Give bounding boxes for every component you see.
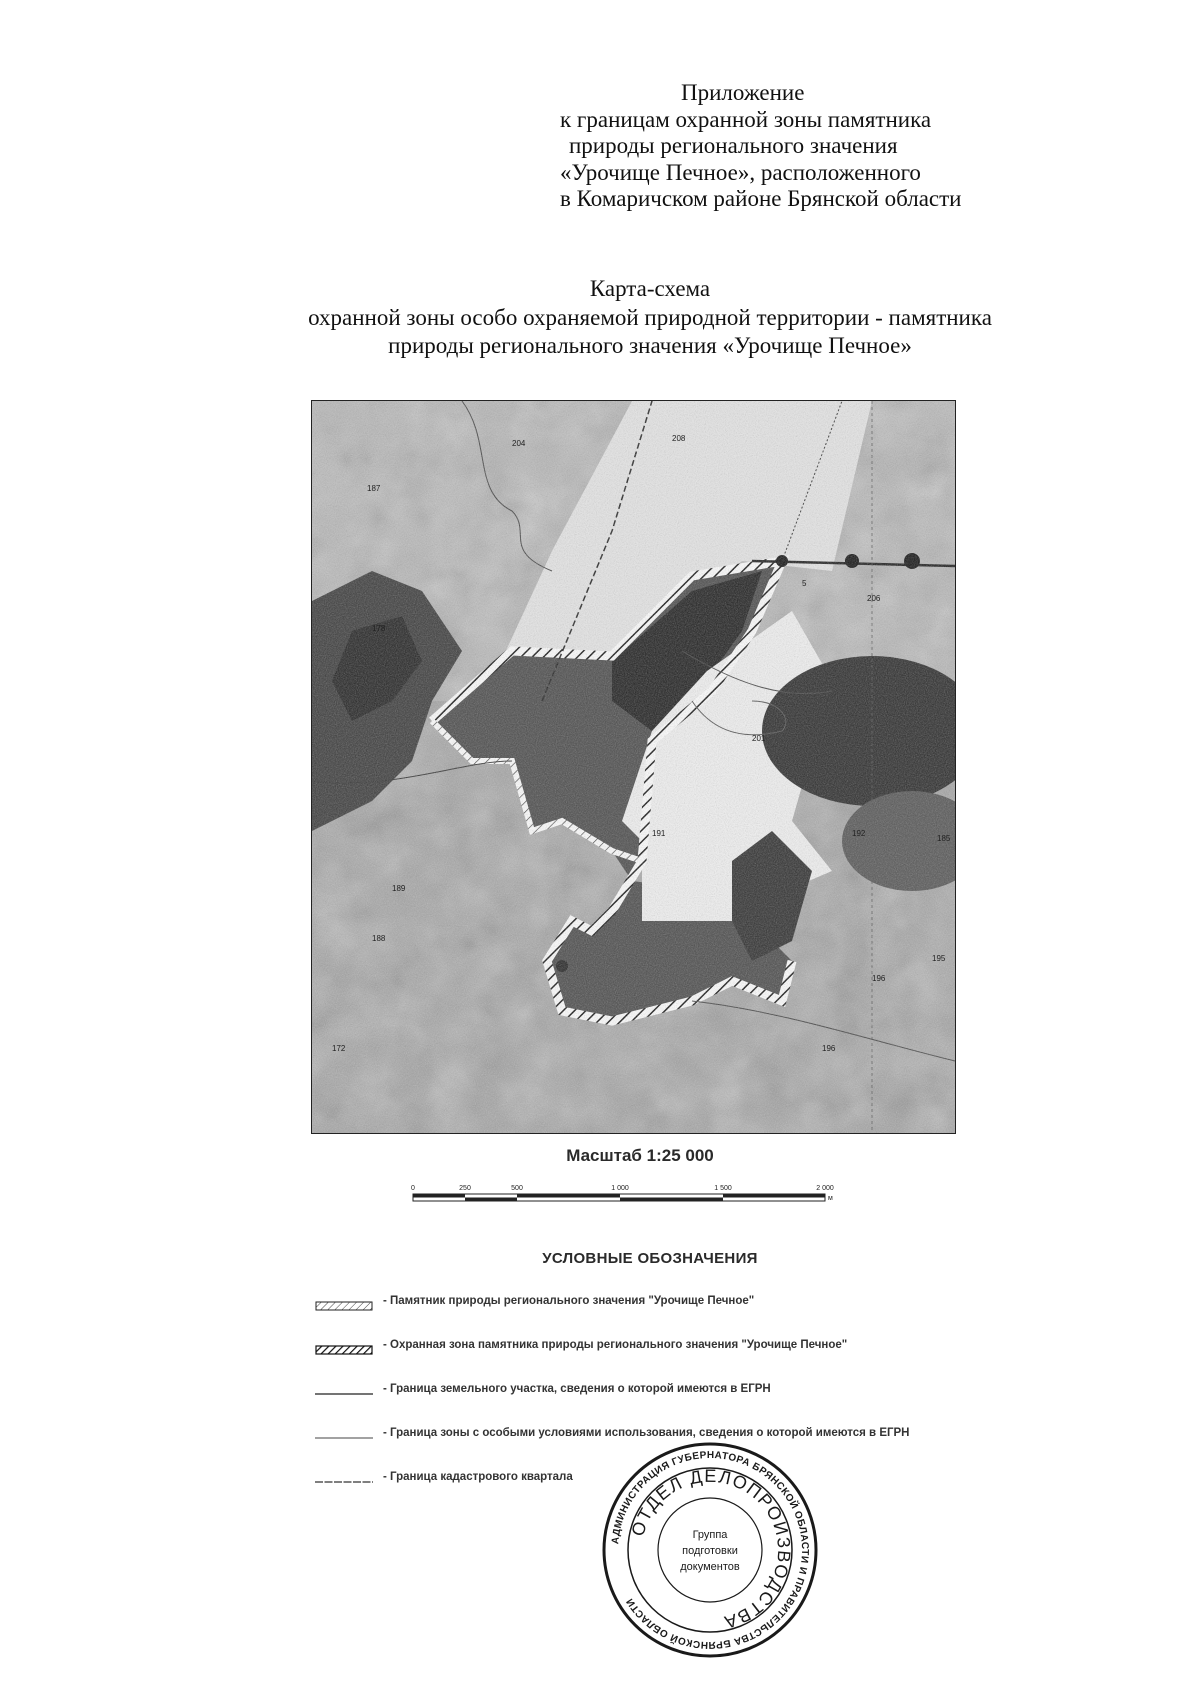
legend-title: УСЛОВНЫЕ ОБОЗНАЧЕНИЯ (542, 1250, 758, 1267)
appendix-line: в Комаричском районе Брянской области (560, 186, 962, 212)
title-line: Карта-схема (589, 276, 711, 301)
scale-tick: 2 000 (816, 1185, 834, 1192)
legend-text: - Граница земельного участка, сведения о которой имеются в ЕГРН (383, 1383, 771, 1395)
appendix-line: «Урочище Печное», расположенного (560, 159, 921, 185)
legend-symbol-heavy-hatch (315, 1345, 373, 1355)
scale-bar (405, 1173, 875, 1213)
map-label: 172 (332, 1044, 346, 1053)
map-label: 208 (672, 434, 686, 443)
scale-tick: 0 (411, 1185, 415, 1192)
map-label: 206 (867, 594, 881, 603)
map-label: 191 (652, 829, 666, 838)
map-label: 178 (372, 624, 386, 633)
map-label: 185 (937, 834, 951, 843)
official-stamp (600, 1440, 820, 1660)
stamp-center-line: подготовки (682, 1545, 738, 1557)
map-scheme (311, 400, 956, 1134)
legend-symbol-solid-line (315, 1389, 373, 1399)
legend-symbol-thin-line (315, 1433, 373, 1443)
legend-text: - Охранная зона памятника природы регионального значения "Урочище Печное" (383, 1339, 848, 1351)
map-label: 196 (822, 1044, 836, 1053)
stamp-center-line: Группа (692, 1529, 728, 1541)
map-label: 195 (932, 954, 946, 963)
stamp-inner-text: ОТДЕЛ ДЕЛОПРОИЗВОДСТВА (627, 1465, 795, 1633)
map-label: 196 (872, 974, 886, 983)
legend-text: - Памятник природы регионального значения "Урочище Печное" (383, 1295, 755, 1307)
map-label: 188 (372, 934, 386, 943)
legend-text: - Граница кадастрового квартала (383, 1471, 573, 1483)
map-label: 187 (367, 484, 381, 493)
legend-symbol-dashed-line (315, 1477, 373, 1487)
map-label: 189 (392, 884, 406, 893)
appendix-line: к границам охранной зоны памятника (560, 106, 932, 132)
scale-tick: 500 (511, 1185, 523, 1192)
title-line: природы регионального значения «Урочище Печное» (388, 333, 912, 359)
map-label: 201 (752, 734, 766, 743)
stamp-center-line: документов (680, 1561, 740, 1573)
map-image (312, 401, 955, 1133)
scale-tick: 1 500 (714, 1185, 732, 1192)
appendix-line: Приложение (681, 80, 805, 105)
appendix-header (560, 80, 1180, 213)
scale-tick: 250 (459, 1185, 471, 1192)
scale-unit: м (828, 1195, 833, 1202)
scale-label: Масштаб 1:25 000 (566, 1146, 714, 1165)
map-label: 204 (512, 439, 526, 448)
title-line: охранной зоны особо охраняемой природной территории - памятника (308, 304, 992, 330)
scale-tick: 1 000 (611, 1185, 629, 1192)
legend-text: - Граница зоны с особыми условиями использования, сведения о которой имеются в ЕГРН (383, 1427, 910, 1439)
stamp-outer-text: АДМИНИСТРАЦИЯ ГУБЕРНАТОРА БРЯНСКОЙ ОБЛАСТИ И ПРАВИТЕЛЬСТВА БРЯНСКОЙ ОБЛАСТИ (610, 1449, 811, 1651)
legend-symbol-light-hatch (315, 1301, 373, 1311)
map-label: 5 (802, 579, 807, 588)
map-label: 192 (852, 829, 866, 838)
map-title (120, 275, 1180, 361)
appendix-line: природы регионального значения (569, 133, 898, 159)
